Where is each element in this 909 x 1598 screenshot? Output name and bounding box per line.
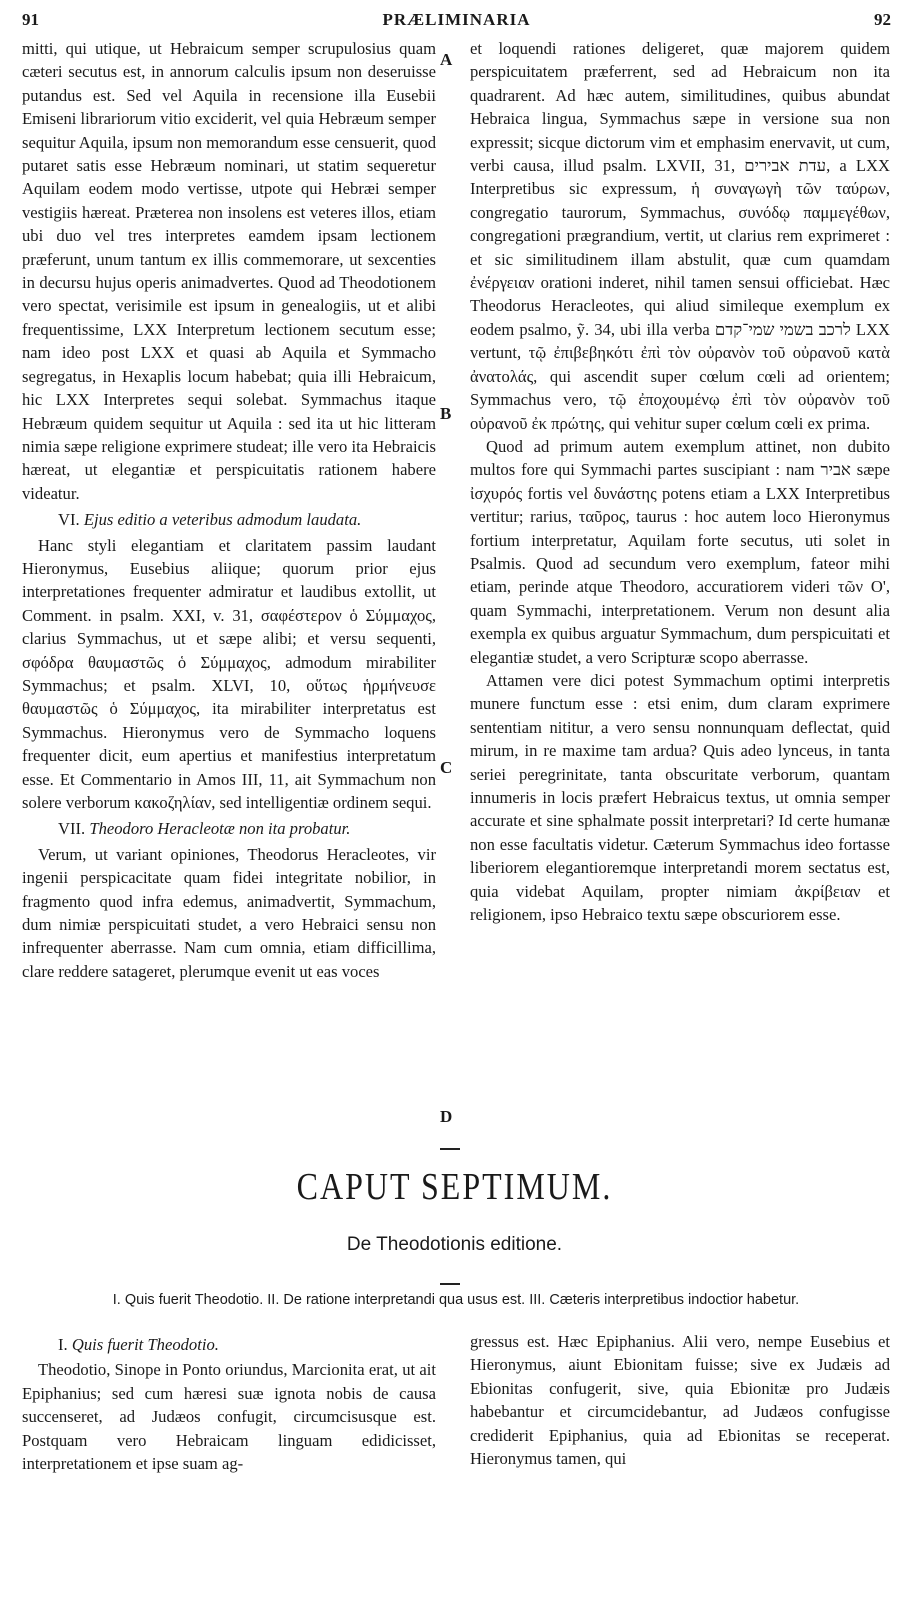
running-head [22,10,891,36]
margin-marker-a: A [440,50,453,69]
chapter-subtitle: De Theodotionis editione. [346,1234,563,1255]
page-number-left: 91 [22,10,39,29]
section-title: Ejus editio a veteribus admodum laudata. [83,510,362,530]
section-number: VII. [58,819,86,839]
margin-marker-d: D [440,1107,453,1126]
left-lower-paragraph: Theodotio, Sinope in Ponto oriundus, Marcionita erat, ut ait Epiphanius; sed cum hæresi suæ ignota nobis de causa succenseret, ad Judæos confugit, circumcisusque est. Postquam vero Hebraicam linguam edidicisset, interpretationem et ipse suam ag- [22,1360,436,1474]
right-paragraph-3: Attamen vere dici potest Symmachum optimi interpretis munere functum esse : etsi enim, dum claram exprimere sententiam nititur, a vero sensu nonnunquam deflectat, quid mirum, in re maxime tam ardua? Quis adeo lynceus, in tanta seriei peregrinitate, tanta obscuritate verborum, quantam innumeris in locis præfert Hebraicus textus, ut omnia semper accurate et sine sphalmate possit interpretari? Id certe humanæ non esse facultatis videtur. Cæterum Symmachus ideo fortasse liberiorem elegantioremque interpretandi morem sectatus est, quia videbat Aquilam, propter nimiam ἀκρίβειαν et religionem, ipso Hebraico textu sæpe obscuriorem esse. [470,670,890,925]
right-column [470,37,890,926]
margin-marker-b: B [440,404,452,423]
left-paragraph-1: mitti, qui utique, ut Hebraicum semper scrupulosius quam cæteri secutus est, in annorum calculis ipsum non deseruisse putandus est. Sed vel Aquila in recensione illa Eusebii Emiseni librariorum vitio exciderit, vel quia Hebræum semper sequitur Aquila, ipsum non memorandum esse censuerit, quod putaret satis esse Hebræum nominari, ut statim sequeretur Aquilam eodem modo vertisse, utpote qui Hebræi semper vestigiis hæreat. Præterea non insolens est veteres illos, etiam ubi duo vel tres interpretes eamdem ipsam lectionem præferunt, unum tantum ex illis commemorare, ut sexcenties in decursu hujus operis animadvertes. Quod ad Theodotionem vero spectat, verisimile est ipsum in genealogiis, ut et alibi frequentissime, LXX Interpretum lectionem secutum esse; nam ideo post LXX et quasi ab Aquila et Symmacho segregatus, in Hexaplis locum habebat; quia illi Hebraicum, hic LXX Interpretes sequi solebat. Symmachus itaque Hebræum quidem sequitur ut Aquila : sed ita ut hic litteram nimia sæpe religione exprimere studeat; ille vero ita Hebraicis hæreat, ut elegantiæ et perspicuitatis rationem habere videatur. [22,39,436,503]
right-paragraph-1: et loquendi rationes deligeret, quæ majorem quidem perspicuitatem præferrent, sed ad Hebraicum non ita quadrarent. Ad hæc autem, similitudines, quibus abundat Hebraica lingua, Symmachus sæpe in versione sua non expressit; sicque dictorum vim et emphasim enervavit, ut cum, verbi causa, illud psalm. LXVII, 31, עדת אבירים, a LXX Interpretibus sic expressum, ἡ συναγωγὴ τῶν ταύρων, congregatio taurorum, Symmachus, συνόδῳ παμμεγέθων, congregationi prægrandium, vertit, ut clarius rem exprimeret : et sic similitudinem illam abstulit, quæ cum quamdam ἐνέργειαν orationi inderet, nihil tamen sensui officiebat. Hæc Theodorus Heracleotes, qui aliud simileque exemplum ex eodem psalmo, ỹ. 34, ubi illa verba לרכב בשמי שמי־קדם LXX vertunt, τῷ ἐπιβεβηκότι ἐπὶ τὸν οὐρανὸν τοῦ οὐρανοῦ κατὰ ἀνατολάς, qui ascendit super cœlum cœli ad orientem; Symmachus vero, τῷ ἐποχουμένῳ ἐπὶ τὸν οὐρανὸν τοῦ οὐρανοῦ ἐκ πρώτης, qui vehitur super cœlum cœli ex prima. [470,39,890,433]
section-number: I. [58,1335,68,1354]
divider-rule [440,1148,460,1150]
section-number: VI. [58,510,80,530]
section-heading-vi [22,508,436,531]
page-number-right: 92 [874,10,891,29]
running-title: PRÆLIMINARIA [382,10,531,29]
section-title: Quis fuerit Theodotio. [71,1335,219,1354]
right-column-lower [470,1330,890,1470]
left-paragraph-2: Hanc styli elegantiam et claritatem passim laudant Hieronymus, Eusebius aliique; quorum prior ejus interpretationes frequenter admiratur et laudibus extollit, ut Comment. in psalm. XXI, v. 31, σαφέστερον ὁ Σύμμαχος, clarius Symmachus, ut et sæpe alibi; et versu sequenti, σφόδρα θαυμαστῶς ὁ Σύμμαχος, admodum mirabiliter Symmachus; et psalm. XLVI, 10, οὕτως ἡρμήνευσε θαυμαστῶς ὁ Σύμμαχος, ita mirabiliter interpretatus est Symmachus. Hieronymus vero de Symmacho loquens frequenter dicit, eum apertius et manifestius interpretatum esse. Et Commentario in Amos III, 11, ait Symmachum non solere verborum κακοζηλίαν, sed intelligentiæ ordinem sequi. [22,535,436,812]
section-heading-i [22,1333,436,1356]
section-title: Theodoro Heracleotæ non ita probatur. [89,819,351,839]
divider-rule [440,1283,460,1285]
chapter-title: CAPUT SEPTIMUM. [296,1164,613,1208]
left-column-lower [22,1330,436,1475]
right-lower-paragraph: gressus est. Hæc Epiphanius. Alii vero, nempe Eusebius et Hieronymus, aiunt Ebionitam fuisse; sive ex Judæis ad Ebionitas confugerit, sive, quia Ebionitæ pro Judæis habebantur et circumcidebantur, ad Judæos confugisse crediderit Epiphanius, quia ad Ebionitas se receperat. Hieronymus tamen, qui [470,1332,890,1469]
margin-marker-c: C [440,758,453,777]
right-paragraph-2: Quod ad primum autem exemplum attinet, non dubito multos fore qui Symmachi partes suscipiant : nam אביר sæpe ἰσχυρός fortis vel δυνάστης potens etiam a LXX Interpretibus vertitur; rarius, ταῦρος, taurus : hoc autem loco Hieronymus fortium interpretatur, Aquilam forte secutus, uti solet in Psalmis. Quod ad secundum vero exemplum, fateor mihi etiam, perinde atque Theodoro, accuratiorem videri τῶν Ο', quam Symmachi, interpretationem. Verum non desunt alia exempla ex quibus arguatur Symmachum, dum perspicuitati et elegantiæ studet, a vero Scripturæ scopo aberrasse. [470,436,890,667]
left-column [22,37,436,983]
chapter-summary: I. Quis fuerit Theodotio. II. De ratione interpretandi qua usus est. III. Cæteris interpretibus indoctior habetur. [112,1292,800,1308]
left-paragraph-3: Verum, ut variant opiniones, Theodorus Heracleotes, vir ingenii perspicacitate quam fidei integritate nobilior, in fragmento quod infra edemus, animadvertit, Symmachum, dum nimiæ perspicuitati studet, a vero Hebraici sensu non infrequenter aberrasse. Nam cum omnia, etiam difficillima, clare reddere satageret, plerumque evenit ut eas voces [22,844,436,981]
section-heading-vii [22,817,436,840]
